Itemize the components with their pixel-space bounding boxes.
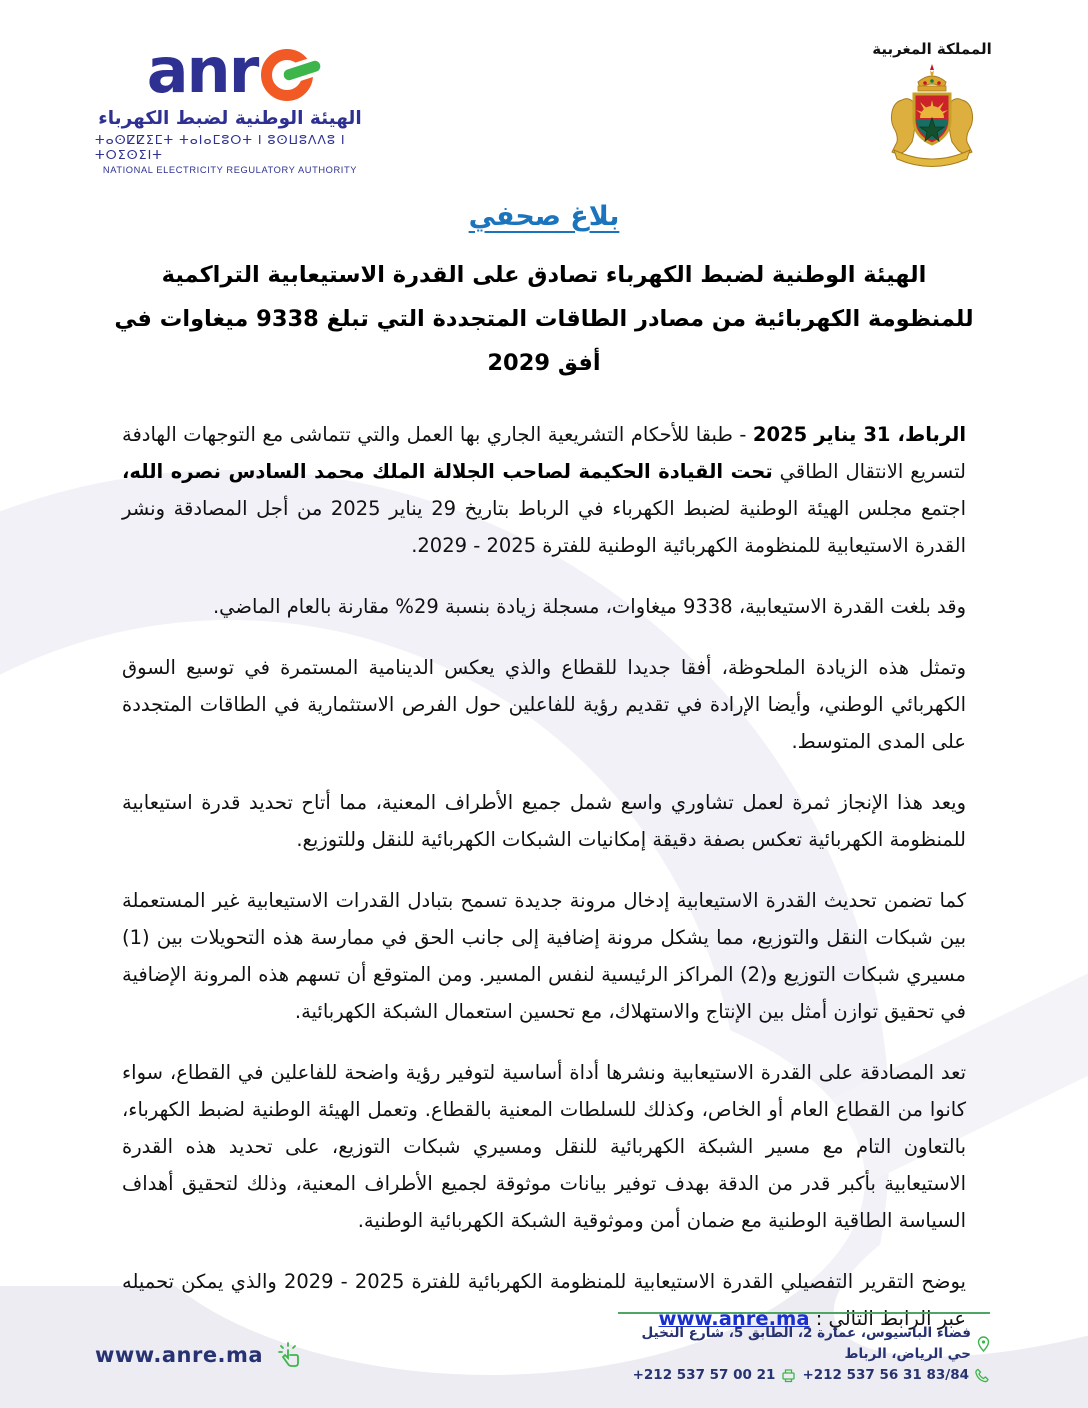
report-download-link[interactable]: www.anre.ma bbox=[658, 1306, 810, 1330]
dateline: الرباط، 31 يناير 2025 bbox=[752, 422, 967, 446]
kingdom-label: المملكة المغربية bbox=[872, 40, 992, 58]
footer-divider bbox=[618, 1312, 990, 1314]
footer-address-line bbox=[618, 1323, 990, 1365]
logo-english-name: NATIONAL ELECTRICITY REGULATORY AUTHORITY bbox=[102, 165, 358, 175]
logo-tifinagh-name: ⵜⴰⵙⵇⵇⵉⵎⵜ ⵜⴰⵏⴰⵎⵓⵔⵜ ⵏ ⵓⵙⵡⵓⴷⴷⵓ ⵏ ⵜⵔⵉⵙⵉⵏⵜ bbox=[95, 132, 346, 162]
kicker-text: بلاغ صحفي bbox=[468, 201, 620, 232]
footer-website bbox=[95, 1340, 305, 1370]
paragraph-3: وتمثل هذه الزيادة الملحوظة، أفقا جديدا للقطاع والذي يعكس الدينامية المستمرة في توسيع السوق الكهربائي الوطني، وأيضا الإرادة في تقديم رؤية للفاعلين حول الفرص الاستثمارية في الطاقات المتجددة على المدى المتوسط. bbox=[122, 655, 966, 753]
paragraph-6: تعد المصادقة على القدرة الاستيعابية ونشرها أداة أساسية لتوفير رؤية واضحة للفاعلين في القطاع، سواء كانوا من القطاع العام أو الخاص، وكذلك للسلطات المعنية بالقطاع. وتعمل الهيئة الوطنية لضبط الكهرباء، بالتعاون التام مع مسير الشبكة الكهربائية للنقل ومسيري شبكات التوزيع، على تحديد هذه القدرة الاستيعابية بأكبر قدر من الدقة بهدف توفير بيانات موثوقة لجميع الأطراف المعنية، وذلك لتحقيق أهداف السياسة الطاقية الوطنية مع ضمان أمن وموثوقية الشبكة الكهربائية الوطنية. bbox=[122, 1060, 966, 1232]
footer-website-link[interactable]: www.anre.ma bbox=[95, 1343, 264, 1367]
anre-wordmark bbox=[146, 34, 314, 107]
paragraph-5: كما تضمن تحديث القدرة الاستيعابية إدخال مرونة جديدة تسمح بتبادل القدرات الاستيعابية غير المستعملة بين شبكات النقل والتوزيع، مما يشكل مرونة إضافية إلى جانب الحق في ممارسة هذه التحويلات بين (1) مسيري شبكات التوزيع و(2) المراكز الرئيسية لنفس المسير. ومن المتوقع أن تسهم هذه المرونة الإضافية في تحقيق توازن أمثل بين الإنتاج والاستهلاك، مع تحسين استعمال الشبكة الكهربائية. bbox=[122, 888, 966, 1023]
phone-icon bbox=[975, 1368, 990, 1383]
footer-contact bbox=[618, 1312, 990, 1386]
paragraph-2: وقد بلغت القدرة الاستيعابية، 9338 ميغاوات، مسجلة زيادة بنسبة 29% مقارنة بالعام الماضي. bbox=[212, 594, 966, 618]
paragraph-7-text: يوضح التقرير التفصيلي القدرة الاستيعابية للمنظومة الكهربائية للفترة 2025 - 2029 والذي يمكن تحميله عبر الرابط التالي : bbox=[122, 1269, 966, 1330]
headline: الهيئة الوطنية لضبط الكهرباء تصادق على القدرة الاستيعابية التراكمية للمنظومة الكهربائية من مصادر الطاقات المتجددة التي تبلغ 9338 ميغاوات في أفق 2029 bbox=[114, 262, 974, 376]
wordmark-text: anr bbox=[146, 34, 258, 107]
paragraph-1 bbox=[122, 416, 966, 564]
logo-arabic-name: الهيئة الوطنية لضبط الكهرباء bbox=[98, 108, 362, 129]
anre-e-icon bbox=[261, 49, 313, 101]
anre-logo bbox=[95, 34, 365, 175]
location-pin-icon bbox=[977, 1336, 990, 1352]
footer-phone-number: +212 537 56 31 83/84 bbox=[802, 1367, 969, 1383]
royal-mention: تحت القيادة الحكيمة لصاحب الجلالة الملك محمد السادس نصره الله، bbox=[122, 459, 773, 483]
paragraph-1-text-a: - طبقا للأحكام التشريعية الجاري بها العمل والتي تتماشى مع التوجهات الهادفة لتسريع الانتقال الطاقي bbox=[122, 422, 966, 483]
body-text bbox=[122, 416, 966, 1337]
fax-printer-icon bbox=[781, 1368, 796, 1383]
paragraph-4: ويعد هذا الإنجاز ثمرة لعمل تشاوري واسع شمل جميع الأطراف المعنية، مما أتاح تحديد قدرة استيعابية للمنظومة الكهربائية تعكس بصفة دقيقة إمكانيات الشبكات الكهربائية للنقل وللتوزيع. bbox=[122, 790, 966, 851]
footer-phone-line bbox=[618, 1365, 990, 1386]
morocco-coat-of-arms-icon bbox=[880, 62, 984, 174]
kicker-title bbox=[0, 201, 1088, 232]
kingdom-block bbox=[852, 40, 1012, 174]
header bbox=[0, 0, 1088, 175]
footer-address: فضاء الباسيوس، عمارة 2، الطابق 5، شارع النخيل حي الرياض، الرباط bbox=[641, 1325, 971, 1362]
paragraph-1-text-b: اجتمع مجلس الهيئة الوطنية لضبط الكهرباء في الرباط بتاريخ 29 يناير 2025 من أجل المصادقة ونشر القدرة الاستيعابية للمنظومة الكهربائية الوطنية للفترة 2025 - 2029. bbox=[122, 496, 966, 557]
footer-fax-number: +212 537 57 00 21 bbox=[632, 1367, 776, 1383]
click-hand-icon bbox=[275, 1340, 305, 1370]
